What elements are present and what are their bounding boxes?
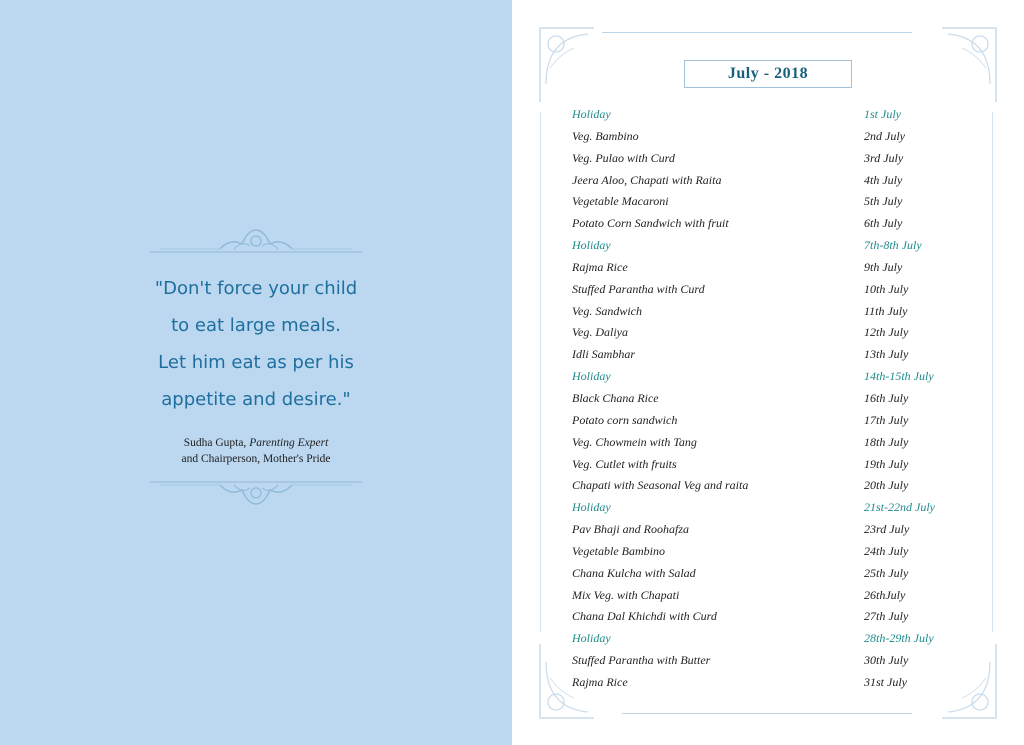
menu-date: 13th July bbox=[864, 347, 909, 362]
menu-date: 26thJuly bbox=[864, 587, 906, 602]
corner-ornament-icon bbox=[938, 24, 1000, 106]
holiday-row bbox=[572, 104, 952, 126]
menu-row bbox=[572, 344, 952, 366]
menu-item: Veg. Daliya bbox=[572, 325, 628, 340]
menu-item: Veg. Cutlet with fruits bbox=[572, 456, 677, 471]
menu-row bbox=[572, 432, 952, 454]
menu-date: 25th July bbox=[864, 565, 909, 580]
menu-item: Veg. Pulao with Curd bbox=[572, 150, 675, 165]
menu-date: 6th July bbox=[864, 216, 903, 231]
menu-item: Stuffed Parantha with Butter bbox=[572, 653, 711, 668]
quote-text bbox=[100, 270, 412, 418]
menu-date: 27th July bbox=[864, 609, 909, 624]
menu-row bbox=[572, 126, 952, 148]
menu-item: Idli Sambhar bbox=[572, 347, 635, 362]
menu-item: Rajma Rice bbox=[572, 674, 628, 689]
menu-date: 19th July bbox=[864, 456, 909, 471]
quote-line: "Don't force your child bbox=[154, 278, 358, 299]
menu-date: 17th July bbox=[864, 412, 909, 427]
menu-date: 10th July bbox=[864, 281, 909, 296]
divider-ornament-top bbox=[150, 226, 362, 256]
menu-date: 30th July bbox=[864, 653, 909, 668]
menu-item: Veg. Chowmein with Tang bbox=[572, 434, 697, 449]
menu-item: Holiday bbox=[572, 500, 611, 515]
menu-row bbox=[572, 585, 952, 607]
menu-item: Mix Veg. with Chapati bbox=[572, 587, 680, 602]
menu-row bbox=[572, 606, 952, 628]
menu-row bbox=[572, 650, 952, 672]
top-border-line bbox=[602, 32, 912, 33]
quote-line: appetite and desire." bbox=[161, 389, 351, 410]
menu-date: 12th July bbox=[864, 325, 909, 340]
author-role: Parenting Expert bbox=[249, 437, 329, 449]
menu-date: 7th-8th July bbox=[864, 238, 922, 253]
menu-item: Vegetable Macaroni bbox=[572, 194, 669, 209]
menu-date: 18th July bbox=[864, 434, 909, 449]
holiday-row bbox=[572, 628, 952, 650]
menu-item: Rajma Rice bbox=[572, 259, 628, 274]
menu-item: Jeera Aloo, Chapati with Raita bbox=[572, 172, 722, 187]
menu-row bbox=[572, 388, 952, 410]
menu-row bbox=[572, 213, 952, 235]
menu-date: 4th July bbox=[864, 172, 903, 187]
bottom-border-line bbox=[622, 713, 912, 714]
menu-row bbox=[572, 519, 952, 541]
menu-item: Chapati with Seasonal Veg and raita bbox=[572, 478, 749, 493]
menu-row bbox=[572, 170, 952, 192]
menu-row bbox=[572, 148, 952, 170]
menu-date: 14th-15th July bbox=[864, 369, 934, 384]
menu-row bbox=[572, 301, 952, 323]
menu-list bbox=[572, 104, 952, 694]
menu-date: 11th July bbox=[864, 303, 908, 318]
menu-row bbox=[572, 279, 952, 301]
menu-date: 1st July bbox=[864, 107, 901, 121]
menu-item: Black Chana Rice bbox=[572, 390, 659, 405]
holiday-row bbox=[572, 235, 952, 257]
menu-date: 28th-29th July bbox=[864, 631, 934, 646]
corner-ornament-icon bbox=[536, 24, 598, 106]
menu-item: Veg. Sandwich bbox=[572, 303, 642, 318]
menu-date: 24th July bbox=[864, 543, 909, 558]
menu-row bbox=[572, 475, 952, 497]
menu-item: Potato Corn Sandwich with fruit bbox=[572, 216, 729, 231]
quote-line: to eat large meals. bbox=[171, 315, 341, 336]
quote-line: Let him eat as per his bbox=[158, 352, 354, 373]
month-title: July - 2018 bbox=[684, 60, 852, 88]
author-name: Sudha Gupta, bbox=[183, 437, 247, 449]
menu-row bbox=[572, 257, 952, 279]
left-border-line bbox=[540, 112, 541, 632]
right-border-line bbox=[992, 112, 993, 632]
menu-row bbox=[572, 322, 952, 344]
menu-row bbox=[572, 541, 952, 563]
menu-item: Veg. Bambino bbox=[572, 128, 639, 143]
menu-row bbox=[572, 191, 952, 213]
menu-date: 20th July bbox=[864, 478, 909, 493]
holiday-row bbox=[572, 497, 952, 519]
quote-attribution bbox=[100, 435, 412, 467]
menu-row bbox=[572, 563, 952, 585]
menu-item: Holiday bbox=[572, 369, 611, 384]
menu-panel bbox=[512, 0, 1024, 745]
holiday-row bbox=[572, 366, 952, 388]
menu-date: 3rd July bbox=[864, 150, 904, 165]
menu-date: 2nd July bbox=[864, 128, 905, 143]
menu-date: 31st July bbox=[864, 674, 907, 689]
menu-row bbox=[572, 454, 952, 476]
menu-row bbox=[572, 672, 952, 694]
menu-item: Holiday bbox=[572, 631, 611, 646]
menu-item: Chana Kulcha with Salad bbox=[572, 565, 696, 580]
menu-date: 16th July bbox=[864, 390, 909, 405]
author-organization: and Chairperson, Mother's Pride bbox=[181, 453, 331, 465]
menu-date: 9th July bbox=[864, 259, 903, 274]
menu-item: Holiday bbox=[572, 107, 611, 121]
menu-item: Chana Dal Khichdi with Curd bbox=[572, 609, 717, 624]
menu-item: Pav Bhaji and Roohafza bbox=[572, 522, 689, 537]
menu-item: Stuffed Parantha with Curd bbox=[572, 281, 705, 296]
menu-date: 23rd July bbox=[864, 522, 910, 537]
menu-row bbox=[572, 410, 952, 432]
menu-item: Potato corn sandwich bbox=[572, 412, 678, 427]
menu-date: 21st-22nd July bbox=[864, 500, 935, 515]
menu-item: Vegetable Bambino bbox=[572, 543, 665, 558]
divider-ornament-bottom bbox=[150, 478, 362, 508]
menu-item: Holiday bbox=[572, 238, 611, 253]
menu-date: 5th July bbox=[864, 194, 903, 209]
